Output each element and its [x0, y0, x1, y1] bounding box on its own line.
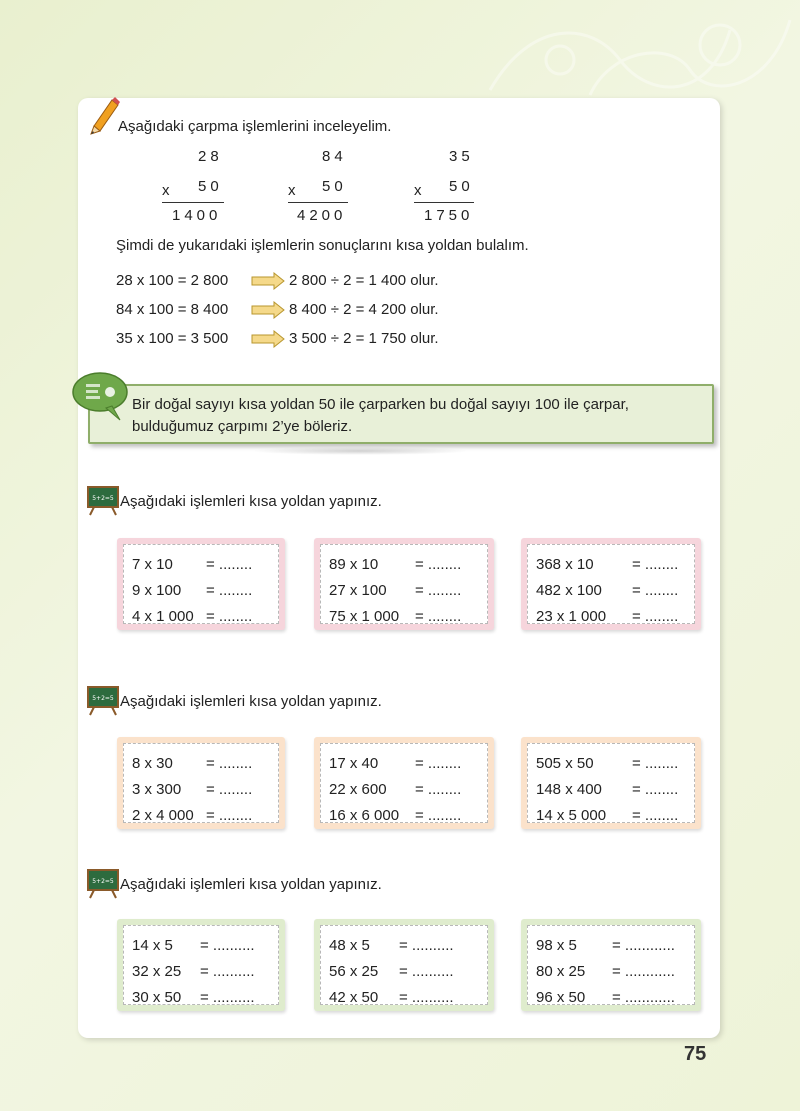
exercise-3-card-2	[314, 919, 494, 1011]
answer-blank[interactable]: = ..........	[200, 989, 255, 1006]
problem-expression: 56 x 25	[329, 963, 379, 980]
answer-blank[interactable]: = ........	[206, 807, 253, 824]
problem-expression: 32 x 25	[132, 963, 182, 980]
problem-expression: 14 x 5	[132, 937, 173, 954]
exercise-2-card-2	[314, 737, 494, 829]
answer-blank[interactable]: = ........	[415, 556, 462, 573]
answer-blank[interactable]: = ..........	[399, 989, 454, 1006]
problem-row	[132, 807, 253, 824]
chalkboard-icon	[86, 686, 120, 716]
answer-blank[interactable]: = ........	[206, 582, 253, 599]
answer-blank[interactable]: = ........	[632, 781, 679, 798]
problem-expression: 98 x 5	[536, 937, 577, 954]
page-number: 75	[684, 1043, 707, 1065]
arrow-right-icon	[250, 330, 286, 348]
problem-expression: 30 x 50	[132, 989, 182, 1006]
problem-row	[132, 781, 253, 798]
problem-expression: 23 x 1 000	[536, 608, 607, 625]
answer-blank[interactable]: = ............	[612, 937, 675, 954]
problem-expression: 14 x 5 000	[536, 807, 607, 824]
chalkboard-icon	[86, 869, 120, 899]
problem-expression: 48 x 5	[329, 937, 370, 954]
problem-expression: 8 x 30	[132, 755, 173, 772]
problem-expression: 2 x 4 000	[132, 807, 194, 824]
answer-blank[interactable]: = ........	[206, 755, 253, 772]
problem-row	[536, 781, 679, 798]
problem-row	[536, 755, 679, 772]
shortcut-line-1-left: 28 x 100 = 2 800	[116, 272, 229, 289]
mult-1-line	[162, 202, 224, 203]
mult-3-top: 35	[449, 148, 474, 165]
answer-blank[interactable]: = ............	[612, 963, 675, 980]
problem-row	[536, 989, 675, 1006]
rule-note-box	[88, 384, 714, 444]
answer-blank[interactable]: = ........	[632, 807, 679, 824]
problem-row	[132, 608, 253, 625]
problem-expression: 96 x 50	[536, 989, 586, 1006]
mult-3-operator: x	[414, 182, 422, 199]
problem-row	[132, 963, 255, 980]
mult-1-bottom: 50	[198, 178, 223, 195]
mult-2-result: 4200	[297, 207, 347, 224]
mult-2-line	[288, 202, 348, 203]
answer-blank[interactable]: = ........	[632, 755, 679, 772]
mult-1-result: 1400	[172, 207, 222, 224]
mult-1-top: 28	[198, 148, 223, 165]
problem-expression: 3 x 300	[132, 781, 182, 798]
problem-expression: 75 x 1 000	[329, 608, 400, 625]
problem-expression: 4 x 1 000	[132, 608, 194, 625]
problem-expression: 148 x 400	[536, 781, 602, 798]
problem-expression: 7 x 10	[132, 556, 173, 573]
exercise-2-card-1	[117, 737, 285, 829]
chalkboard-icon	[86, 486, 120, 516]
exercise-2-card-3	[521, 737, 701, 829]
exercise-1-card-3	[521, 538, 701, 630]
exercise-1-instruction: Aşağıdaki işlemleri kısa yoldan yapınız.	[120, 493, 382, 510]
arrow-right-icon	[250, 272, 286, 290]
problem-row	[536, 582, 679, 599]
arrow-right-icon	[250, 301, 286, 319]
svg-text:5+2=5: 5+2=5	[92, 695, 114, 702]
mult-1-operator: x	[162, 182, 170, 199]
exercise-2-instruction: Aşağıdaki işlemleri kısa yoldan yapınız.	[120, 693, 382, 710]
problem-expression: 27 x 100	[329, 582, 387, 599]
exercise-3-card-3	[521, 919, 701, 1011]
problem-row	[536, 963, 675, 980]
problem-row	[329, 989, 454, 1006]
shortcut-line-2-right: 8 400 ÷ 2 = 4 200 olur.	[289, 301, 439, 318]
answer-blank[interactable]: = ..........	[200, 937, 255, 954]
answer-blank[interactable]: = ..........	[399, 937, 454, 954]
svg-text:5+2=5: 5+2=5	[92, 495, 114, 502]
problem-expression: 80 x 25	[536, 963, 586, 980]
problem-row	[132, 556, 253, 573]
svg-text:5+2=5: 5+2=5	[92, 878, 114, 885]
exercise-1-card-2	[314, 538, 494, 630]
problem-row	[329, 582, 462, 599]
mult-3-bottom: 50	[449, 178, 474, 195]
problem-expression: 9 x 100	[132, 582, 182, 599]
problem-row	[132, 989, 255, 1006]
problem-expression: 89 x 10	[329, 556, 379, 573]
shortcut-intro: Şimdi de yukarıdaki işlemlerin sonuçlarını kısa yoldan bulalım.	[116, 237, 529, 254]
answer-blank[interactable]: = ........	[632, 556, 679, 573]
problem-row	[329, 963, 454, 980]
problem-expression: 22 x 600	[329, 781, 387, 798]
problem-row	[329, 807, 462, 824]
problem-row	[536, 807, 679, 824]
shortcut-line-2-left: 84 x 100 = 8 400	[116, 301, 229, 318]
answer-blank[interactable]: = ..........	[200, 963, 255, 980]
problem-row	[132, 582, 253, 599]
answer-blank[interactable]: = ........	[206, 556, 253, 573]
exercise-3-card-1	[117, 919, 285, 1011]
shortcut-line-3-right: 3 500 ÷ 2 = 1 750 olur.	[289, 330, 439, 347]
problem-row	[329, 781, 462, 798]
note-shadow	[250, 447, 470, 455]
problem-row	[329, 556, 462, 573]
background-swirl-decoration	[470, 0, 800, 100]
mult-2-top: 84	[322, 148, 347, 165]
answer-blank[interactable]: = ............	[612, 989, 675, 1006]
exercise-3-instruction: Aşağıdaki işlemleri kısa yoldan yapınız.	[120, 876, 382, 893]
answer-blank[interactable]: = ........	[632, 582, 679, 599]
problem-expression: 505 x 50	[536, 755, 594, 772]
answer-blank[interactable]: = ........	[415, 755, 462, 772]
shortcut-line-1-right: 2 800 ÷ 2 = 1 400 olur.	[289, 272, 439, 289]
problem-row	[536, 556, 679, 573]
problem-expression: 368 x 10	[536, 556, 594, 573]
mult-3-line	[414, 202, 474, 203]
intro-instruction: Aşağıdaki çarpma işlemlerini inceleyelim.	[118, 118, 392, 135]
mult-2-bottom: 50	[322, 178, 347, 195]
problem-expression: 17 x 40	[329, 755, 379, 772]
answer-blank[interactable]: = ........	[415, 807, 462, 824]
shortcut-line-3-left: 35 x 100 = 3 500	[116, 330, 229, 347]
problem-row	[329, 755, 462, 772]
problem-row	[536, 937, 675, 954]
answer-blank[interactable]: = ........	[206, 608, 253, 625]
problem-row	[132, 755, 253, 772]
pencil-icon	[86, 96, 120, 136]
mult-3-result: 1750	[424, 207, 474, 224]
problem-expression: 482 x 100	[536, 582, 602, 599]
answer-blank[interactable]: = ........	[632, 608, 679, 625]
answer-blank[interactable]: = ........	[206, 781, 253, 798]
answer-blank[interactable]: = ........	[415, 582, 462, 599]
problem-row	[536, 608, 679, 625]
problem-expression: 16 x 6 000	[329, 807, 400, 824]
rule-note-text: Bir doğal sayıyı kısa yoldan 50 ile çarparken bu doğal sayıyı 100 ile çarpar, bulduğumuz çarpımı 2’ye böleriz.	[132, 396, 629, 435]
answer-blank[interactable]: = ........	[415, 608, 462, 625]
problem-row	[329, 937, 454, 954]
answer-blank[interactable]: = ........	[415, 781, 462, 798]
exercise-1-card-1	[117, 538, 285, 630]
note-bubble-icon	[70, 370, 130, 422]
problem-row	[132, 937, 255, 954]
problem-expression: 42 x 50	[329, 989, 379, 1006]
answer-blank[interactable]: = ..........	[399, 963, 454, 980]
problem-row	[329, 608, 462, 625]
mult-2-operator: x	[288, 182, 296, 199]
